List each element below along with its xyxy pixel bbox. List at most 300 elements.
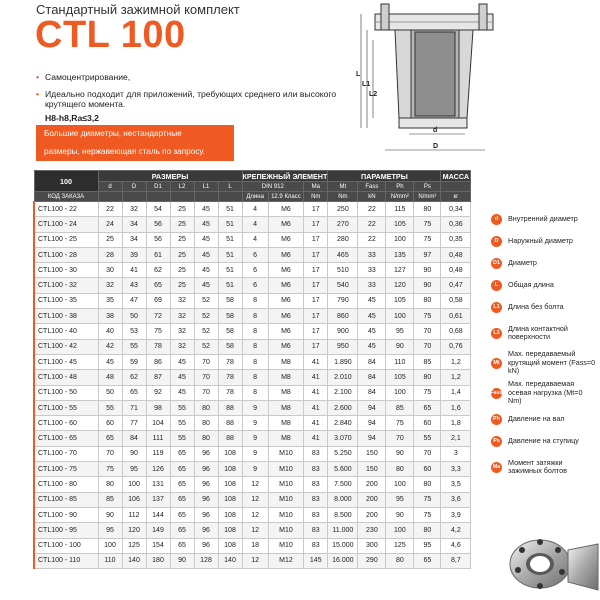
- table-cell: 6: [242, 278, 268, 293]
- col-header: Ma: [304, 182, 328, 192]
- table-row: [34, 217, 471, 232]
- order-code-cell: CTL100 - 25: [34, 232, 98, 247]
- table-cell: 8: [242, 385, 268, 400]
- unit-header: N/mm²: [386, 192, 414, 202]
- table-cell: 90: [386, 507, 414, 522]
- table-cell: M8: [268, 416, 303, 431]
- table-cell: 8.000: [328, 492, 358, 507]
- table-cell: M6: [268, 247, 303, 262]
- table-cell: 100: [386, 385, 414, 400]
- table-cell: 17: [304, 232, 328, 247]
- table-cell: 25: [170, 263, 194, 278]
- table-cell: 96: [194, 477, 218, 492]
- table-cell: 41: [304, 431, 328, 446]
- table-cell: 65: [170, 523, 194, 538]
- legend-item: [491, 318, 596, 348]
- col-header: L2: [170, 182, 194, 192]
- table-cell: 6: [242, 263, 268, 278]
- table-cell: 860: [328, 309, 358, 324]
- table-cell: 150: [358, 462, 386, 477]
- table-cell: 12: [242, 477, 268, 492]
- table-cell: 58: [218, 324, 242, 339]
- table-cell: 4: [242, 202, 268, 217]
- table-cell: 70: [414, 339, 441, 354]
- table-cell: 75: [386, 416, 414, 431]
- table-cell: 108: [218, 462, 242, 477]
- table-cell: 900: [328, 324, 358, 339]
- table-cell: 17: [304, 324, 328, 339]
- legend-text: Диаметр: [508, 257, 537, 267]
- table-cell: 16.000: [328, 553, 358, 568]
- table-cell: 22: [98, 202, 122, 217]
- table-cell: 55: [122, 339, 146, 354]
- drawing-label-L: L: [356, 71, 361, 78]
- table-cell: 88: [218, 400, 242, 415]
- table-cell: 12: [242, 553, 268, 568]
- table-cell: 65: [170, 538, 194, 553]
- table-cell: 78: [218, 385, 242, 400]
- table-cell: 230: [358, 523, 386, 538]
- table-cell: 8: [242, 309, 268, 324]
- table-cell: 1,8: [441, 416, 471, 431]
- table-cell: 1,6: [441, 400, 471, 415]
- table-cell: 5.250: [328, 446, 358, 461]
- table-cell: 43: [122, 278, 146, 293]
- legend-text: Момент затяжки зажимных болтов: [508, 457, 567, 475]
- order-code-cell: CTL100 - 70: [34, 446, 98, 461]
- table-cell: 2.840: [328, 416, 358, 431]
- table-cell: M6: [268, 324, 303, 339]
- legend-badge: L: [491, 280, 502, 291]
- table-cell: 34: [122, 232, 146, 247]
- group-sizes: РАЗМЕРЫ: [98, 171, 242, 182]
- table-row: [34, 446, 471, 461]
- table-cell: 70: [98, 446, 122, 461]
- table-cell: 15.000: [328, 538, 358, 553]
- table-cell: 33: [358, 247, 386, 262]
- legend-badge: Fass: [491, 388, 502, 399]
- table-cell: 90: [122, 446, 146, 461]
- table-cell: 1,4: [441, 385, 471, 400]
- table-cell: 65: [170, 507, 194, 522]
- col-header: L1: [194, 182, 218, 192]
- unit-header: 12.9 Класс: [268, 192, 303, 202]
- table-cell: 83: [304, 446, 328, 461]
- table-cell: 80: [194, 431, 218, 446]
- table-cell: 8: [242, 339, 268, 354]
- table-cell: 70: [194, 385, 218, 400]
- table-cell: 60: [414, 462, 441, 477]
- table-cell: 75: [414, 217, 441, 232]
- table-cell: 140: [122, 553, 146, 568]
- features-list: [36, 72, 366, 110]
- table-cell: 3,6: [441, 492, 471, 507]
- table-cell: 51: [218, 263, 242, 278]
- col-header: d: [98, 182, 122, 192]
- table-cell: 200: [358, 507, 386, 522]
- table-cell: 83: [304, 507, 328, 522]
- order-code-cell: CTL100 - 35: [34, 293, 98, 308]
- table-cell: 105: [386, 293, 414, 308]
- table-cell: 80: [386, 462, 414, 477]
- table-cell: M8: [268, 400, 303, 415]
- table-row: [34, 416, 471, 431]
- table-cell: 38: [98, 309, 122, 324]
- table-row: [34, 538, 471, 553]
- table-cell: 95: [98, 523, 122, 538]
- table-row: [34, 247, 471, 262]
- table-cell: 94: [358, 416, 386, 431]
- table-cell: 65: [170, 477, 194, 492]
- table-cell: 250: [328, 202, 358, 217]
- product-photo: [502, 520, 600, 600]
- table-cell: 18: [242, 538, 268, 553]
- table-cell: 96: [194, 492, 218, 507]
- table-cell: 90: [170, 553, 194, 568]
- table-cell: 52: [194, 309, 218, 324]
- table-cell: 75: [414, 492, 441, 507]
- drawing-label-D: D: [433, 143, 439, 150]
- spec-table: [33, 170, 471, 569]
- table-cell: 51: [218, 217, 242, 232]
- unit-header: Nm: [304, 192, 328, 202]
- table-cell: 126: [146, 462, 170, 477]
- table-cell: 51: [218, 232, 242, 247]
- technical-drawing: [355, 0, 515, 158]
- table-cell: 96: [194, 538, 218, 553]
- table-cell: 25: [170, 232, 194, 247]
- table-cell: 22: [358, 217, 386, 232]
- table-cell: 100: [98, 538, 122, 553]
- table-row: [34, 553, 471, 568]
- table-cell: 56: [146, 232, 170, 247]
- table-cell: M10: [268, 507, 303, 522]
- col-header: [441, 182, 471, 192]
- table-cell: 25: [170, 202, 194, 217]
- table-row: [34, 309, 471, 324]
- table-cell: 45: [194, 247, 218, 262]
- table-cell: 3.070: [328, 431, 358, 446]
- legend-text: Длина без болта: [508, 301, 564, 311]
- table-cell: 85: [414, 354, 441, 369]
- table-cell: 1,2: [441, 370, 471, 385]
- table-cell: M6: [268, 309, 303, 324]
- table-cell: 92: [146, 385, 170, 400]
- table-cell: 87: [146, 370, 170, 385]
- table-cell: 9: [242, 416, 268, 431]
- order-code-cell: CTL100 - 32: [34, 278, 98, 293]
- table-cell: 0,48: [441, 247, 471, 262]
- table-cell: 0,34: [441, 202, 471, 217]
- table-cell: 510: [328, 263, 358, 278]
- legend: [491, 208, 596, 482]
- table-cell: 59: [122, 354, 146, 369]
- table-row: [34, 202, 471, 217]
- table-cell: M8: [268, 431, 303, 446]
- table-cell: 100: [122, 477, 146, 492]
- order-code-cell: CTL100 - 95: [34, 523, 98, 538]
- table-cell: 8: [242, 354, 268, 369]
- table-cell: 127: [386, 263, 414, 278]
- table-cell: 0,35: [441, 232, 471, 247]
- table-cell: 100: [386, 523, 414, 538]
- table-cell: M6: [268, 217, 303, 232]
- table-cell: 75: [414, 385, 441, 400]
- table-cell: 8: [242, 370, 268, 385]
- table-cell: 78: [146, 339, 170, 354]
- table-cell: 280: [328, 232, 358, 247]
- table-cell: 95: [386, 324, 414, 339]
- col-header: DIN 912: [242, 182, 304, 192]
- table-cell: 45: [194, 202, 218, 217]
- table-cell: 108: [218, 538, 242, 553]
- table-cell: M8: [268, 354, 303, 369]
- table-cell: 65: [170, 446, 194, 461]
- table-cell: 180: [146, 553, 170, 568]
- table-cell: 22: [358, 232, 386, 247]
- table-cell: 120: [386, 278, 414, 293]
- table-cell: 40: [98, 324, 122, 339]
- table-cell: 94: [358, 400, 386, 415]
- promo-line: размеры, нержавеющая сталь по запросу.: [44, 147, 205, 156]
- table-cell: 9: [242, 462, 268, 477]
- table-cell: 5.600: [328, 462, 358, 477]
- table-cell: 58: [218, 293, 242, 308]
- table-cell: 32: [98, 278, 122, 293]
- promo-banner: [36, 125, 234, 161]
- table-cell: 106: [122, 492, 146, 507]
- table-cell: 45: [98, 354, 122, 369]
- table-cell: 0,61: [441, 309, 471, 324]
- legend-badge: L1: [491, 302, 502, 313]
- table-cell: 790: [328, 293, 358, 308]
- table-cell: 33: [358, 278, 386, 293]
- table-row: [34, 354, 471, 369]
- table-cell: 52: [194, 324, 218, 339]
- table-cell: 3,9: [441, 507, 471, 522]
- table-cell: 48: [98, 370, 122, 385]
- table-cell: 4,2: [441, 523, 471, 538]
- table-cell: 4: [242, 232, 268, 247]
- table-cell: 86: [146, 354, 170, 369]
- table-cell: 4: [242, 217, 268, 232]
- table-cell: 65: [414, 400, 441, 415]
- table-cell: 69: [146, 293, 170, 308]
- table-cell: 7.500: [328, 477, 358, 492]
- order-code-cell: CTL100 - 75: [34, 462, 98, 477]
- drawing-label-L1: L1: [362, 81, 371, 88]
- legend-text: Мах. передаваемая осевая нагрузка (Mt=0 Nm): [508, 379, 583, 406]
- col-header: D: [122, 182, 146, 192]
- table-cell: 70: [414, 446, 441, 461]
- table-cell: 75: [414, 232, 441, 247]
- table-cell: 105: [386, 217, 414, 232]
- table-cell: 78: [218, 354, 242, 369]
- table-cell: 32: [170, 293, 194, 308]
- table-cell: 65: [414, 553, 441, 568]
- table-cell: 84: [122, 431, 146, 446]
- table-cell: 270: [328, 217, 358, 232]
- series-label: 100: [34, 171, 98, 192]
- table-cell: 62: [122, 370, 146, 385]
- order-code-cell: CTL100 - 55: [34, 400, 98, 415]
- table-cell: 55: [98, 400, 122, 415]
- table-cell: 45: [194, 217, 218, 232]
- table-cell: 71: [122, 400, 146, 415]
- table-cell: 56: [146, 217, 170, 232]
- table-cell: 32: [170, 324, 194, 339]
- order-code-cell: CTL100 - 100: [34, 538, 98, 553]
- table-cell: 75: [146, 324, 170, 339]
- order-code-cell: CTL100 - 80: [34, 477, 98, 492]
- table-cell: 65: [122, 385, 146, 400]
- legend-text: Длина контактной поверхности: [508, 323, 568, 341]
- table-cell: 80: [194, 400, 218, 415]
- table-cell: 58: [218, 309, 242, 324]
- table-cell: 65: [170, 462, 194, 477]
- order-code-cell: CTL100 - 28: [34, 247, 98, 262]
- table-cell: 4,6: [441, 538, 471, 553]
- table-cell: 55: [170, 416, 194, 431]
- table-cell: 17: [304, 217, 328, 232]
- order-code-cell: CTL100 - 48: [34, 370, 98, 385]
- table-cell: 95: [414, 538, 441, 553]
- table-cell: 465: [328, 247, 358, 262]
- table-row: [34, 462, 471, 477]
- legend-item: [491, 252, 596, 274]
- table-cell: 45: [194, 278, 218, 293]
- table-row: [34, 339, 471, 354]
- table-cell: 96: [194, 446, 218, 461]
- table-cell: 144: [146, 507, 170, 522]
- legend-text: Общая длина: [508, 279, 554, 289]
- table-cell: 41: [304, 385, 328, 400]
- table-row: [34, 523, 471, 538]
- unit-header: kN: [358, 192, 386, 202]
- order-code-cell: CTL100 - 50: [34, 385, 98, 400]
- table-cell: 52: [194, 293, 218, 308]
- table-cell: 32: [122, 202, 146, 217]
- table-cell: 50: [122, 309, 146, 324]
- table-cell: 17: [304, 309, 328, 324]
- table-cell: 30: [98, 263, 122, 278]
- table-cell: 61: [146, 247, 170, 262]
- table-cell: 80: [98, 477, 122, 492]
- table-cell: 0,58: [441, 293, 471, 308]
- table-cell: 145: [304, 553, 328, 568]
- table-cell: 41: [304, 400, 328, 415]
- table-cell: 0,47: [441, 278, 471, 293]
- table-cell: 119: [146, 446, 170, 461]
- table-cell: 41: [304, 354, 328, 369]
- table-cell: 83: [304, 462, 328, 477]
- table-cell: M6: [268, 293, 303, 308]
- table-cell: 54: [146, 202, 170, 217]
- table-cell: 200: [358, 492, 386, 507]
- table-cell: 25: [170, 217, 194, 232]
- table-cell: 80: [414, 523, 441, 538]
- table-cell: 8: [242, 293, 268, 308]
- table-cell: 115: [386, 202, 414, 217]
- table-cell: 70: [414, 324, 441, 339]
- table-cell: M10: [268, 446, 303, 461]
- table-cell: 1,2: [441, 354, 471, 369]
- table-cell: M10: [268, 538, 303, 553]
- table-cell: 112: [122, 507, 146, 522]
- table-cell: 3,5: [441, 477, 471, 492]
- feature-item: • Самоцентрирование,: [36, 72, 366, 83]
- promo-line: Большие диаметры, нестандартные: [44, 129, 182, 138]
- col-header: Fass: [358, 182, 386, 192]
- table-cell: 60: [414, 416, 441, 431]
- table-cell: M10: [268, 477, 303, 492]
- table-cell: 8: [242, 324, 268, 339]
- table-cell: 100: [386, 309, 414, 324]
- col-header: Ps: [414, 182, 441, 192]
- feature-item: • Идеально подходит для приложений, требующих среднего или высокого крутящего момента.: [36, 89, 366, 110]
- table-cell: 90: [386, 446, 414, 461]
- table-cell: 39: [122, 247, 146, 262]
- table-cell: M6: [268, 232, 303, 247]
- table-cell: 11.000: [328, 523, 358, 538]
- table-cell: 50: [98, 385, 122, 400]
- legend-badge: Ps: [491, 436, 502, 447]
- table-cell: 94: [358, 431, 386, 446]
- table-cell: 95: [386, 492, 414, 507]
- unit-header: кг: [441, 192, 471, 202]
- table-cell: 104: [146, 416, 170, 431]
- table-row: [34, 507, 471, 522]
- order-code-cell: CTL100 - 42: [34, 339, 98, 354]
- table-cell: 120: [122, 523, 146, 538]
- table-cell: 12: [242, 492, 268, 507]
- table-cell: 22: [358, 202, 386, 217]
- product-subtitle: Стандартный зажимной комплект: [36, 2, 240, 17]
- table-cell: 70: [194, 354, 218, 369]
- table-cell: 88: [218, 416, 242, 431]
- table-cell: 83: [304, 523, 328, 538]
- table-cell: 35: [98, 293, 122, 308]
- table-cell: 41: [304, 416, 328, 431]
- order-code-cell: CTL100 - 65: [34, 431, 98, 446]
- table-cell: 111: [146, 431, 170, 446]
- table-cell: 90: [386, 339, 414, 354]
- table-cell: 45: [358, 324, 386, 339]
- order-code-cell: CTL100 - 45: [34, 354, 98, 369]
- legend-badge: D1: [491, 258, 502, 269]
- order-code-cell: CTL100 - 24: [34, 217, 98, 232]
- table-cell: 83: [304, 538, 328, 553]
- table-cell: 9: [242, 446, 268, 461]
- legend-text: Давление на ступицу: [508, 435, 579, 445]
- table-cell: 110: [386, 354, 414, 369]
- product-title: CTL 100: [35, 14, 186, 56]
- table-row: [34, 232, 471, 247]
- legend-item: [491, 208, 596, 230]
- table-cell: 78: [218, 370, 242, 385]
- table-cell: 8,7: [441, 553, 471, 568]
- table-cell: 51: [218, 202, 242, 217]
- table-cell: 137: [146, 492, 170, 507]
- table-row: [34, 477, 471, 492]
- table-cell: 290: [358, 553, 386, 568]
- legend-badge: Ma: [491, 462, 502, 473]
- table-cell: 97: [414, 247, 441, 262]
- table-row: [34, 278, 471, 293]
- table-cell: M6: [268, 339, 303, 354]
- table-cell: 80: [194, 416, 218, 431]
- legend-item: [491, 430, 596, 452]
